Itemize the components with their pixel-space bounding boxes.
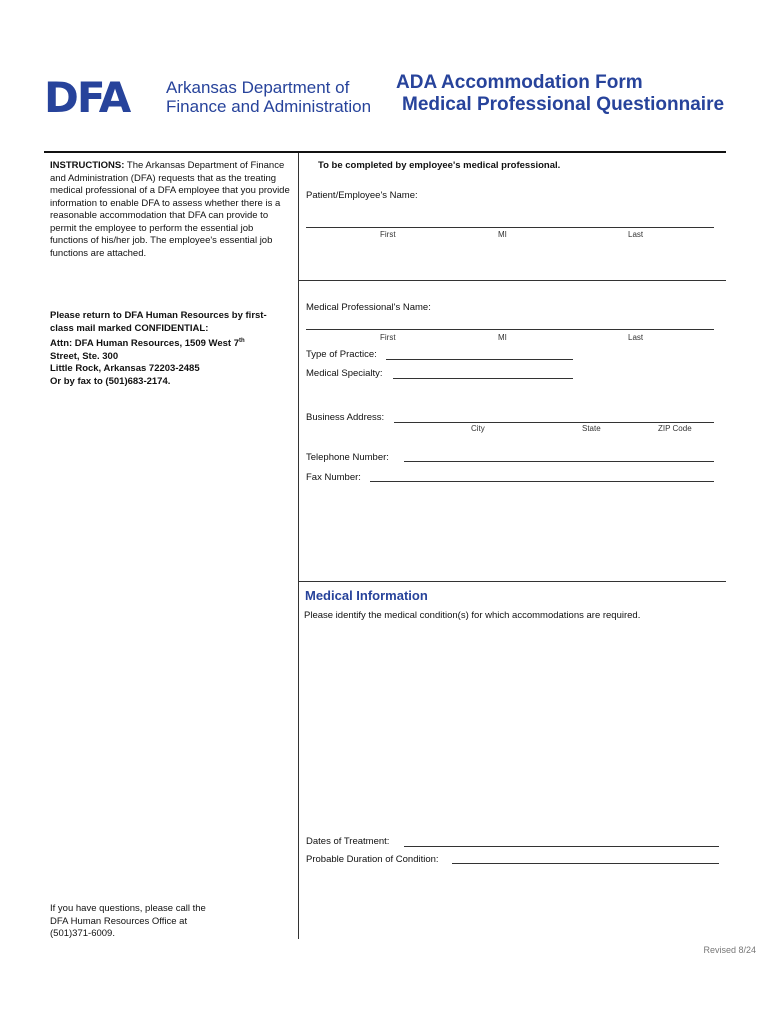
section-divider-2 (299, 581, 726, 582)
professional-name-label: Medical Professional's Name: (306, 302, 431, 313)
patient-mi-caption: MI (498, 230, 507, 239)
patient-first-caption: First (380, 230, 396, 239)
return-line-2: Attn: DFA Human Resources, 1509 West 7th (50, 338, 245, 350)
business-address-field[interactable] (394, 422, 714, 423)
instructions (50, 160, 290, 260)
business-address-label: Business Address: (306, 412, 385, 423)
professional-last-caption: Last (628, 333, 644, 342)
specialty-label: Medical Specialty: (306, 368, 383, 379)
department-line-2: Finance and Administration (166, 97, 372, 116)
telephone-label: Telephone Number: (306, 452, 389, 463)
form-title-line-2: Medical Professional Questionnaire (402, 94, 725, 115)
patient-last-caption: Last (628, 230, 644, 239)
return-address (50, 310, 290, 388)
medical-information-heading: Medical Information (305, 588, 428, 603)
questions-line-1: If you have questions, please call the (50, 903, 206, 914)
treatment-dates-label: Dates of Treatment: (306, 836, 390, 847)
medical-condition-prompt: Please identify the medical condition(s) for which accommodations are required. (304, 610, 641, 621)
professional-name-field[interactable] (306, 329, 714, 330)
revision-note: Revised 8/24 (703, 945, 756, 955)
questions-contact (50, 903, 290, 941)
column-divider (298, 153, 299, 939)
return-line-5: Or by fax to (501)683-2174. (50, 375, 171, 387)
address-zip-caption: ZIP Code (658, 424, 692, 433)
patient-name-field[interactable] (306, 227, 714, 228)
practice-type-field[interactable] (386, 359, 573, 360)
header-divider (44, 151, 726, 153)
completion-note: To be completed by employee's medical professional. (318, 160, 561, 171)
return-line-3: Street, Ste. 300 (50, 350, 119, 362)
questions-line-3: (501)371-6009. (50, 928, 115, 939)
instructions-label: INSTRUCTIONS: (50, 160, 125, 171)
telephone-field[interactable] (404, 461, 714, 462)
professional-mi-caption: MI (498, 333, 507, 342)
practice-type-label: Type of Practice: (306, 349, 377, 360)
form-title-line-1: ADA Accommodation Form (396, 72, 643, 93)
department-line-1: Arkansas Department of (166, 78, 350, 97)
professional-first-caption: First (380, 333, 396, 342)
duration-label: Probable Duration of Condition: (306, 854, 439, 865)
address-city-caption: City (471, 424, 485, 433)
return-line-1: Please return to DFA Human Resources by first-class mail marked CONFIDENTIAL: (50, 310, 267, 334)
fax-label: Fax Number: (306, 472, 361, 483)
questions-line-2: DFA Human Resources Office at (50, 915, 188, 927)
address-state-caption: State (582, 424, 601, 433)
return-line-4: Little Rock, Arkansas 72203-2485 (50, 363, 200, 375)
specialty-field[interactable] (393, 378, 573, 379)
patient-name-label: Patient/Employee's Name: (306, 190, 418, 201)
fax-field[interactable] (370, 481, 714, 482)
medical-condition-area[interactable] (304, 628, 716, 823)
treatment-dates-field[interactable] (404, 846, 719, 847)
form-title (396, 72, 724, 116)
dfa-logo: DFA (44, 73, 130, 122)
section-divider-1 (299, 280, 726, 281)
duration-field[interactable] (452, 863, 719, 864)
department-name (166, 78, 371, 116)
instructions-text: The Arkansas Department of Finance and Administration (DFA) requests that as the treating medical professional of a DFA employee that you provide information to enable DFA to assess whether there is a reasonable accommodation that DFA can provide to permit the employee to perform the essential job functions of his/her job. The employee's essential job functions are attached. (50, 160, 290, 259)
